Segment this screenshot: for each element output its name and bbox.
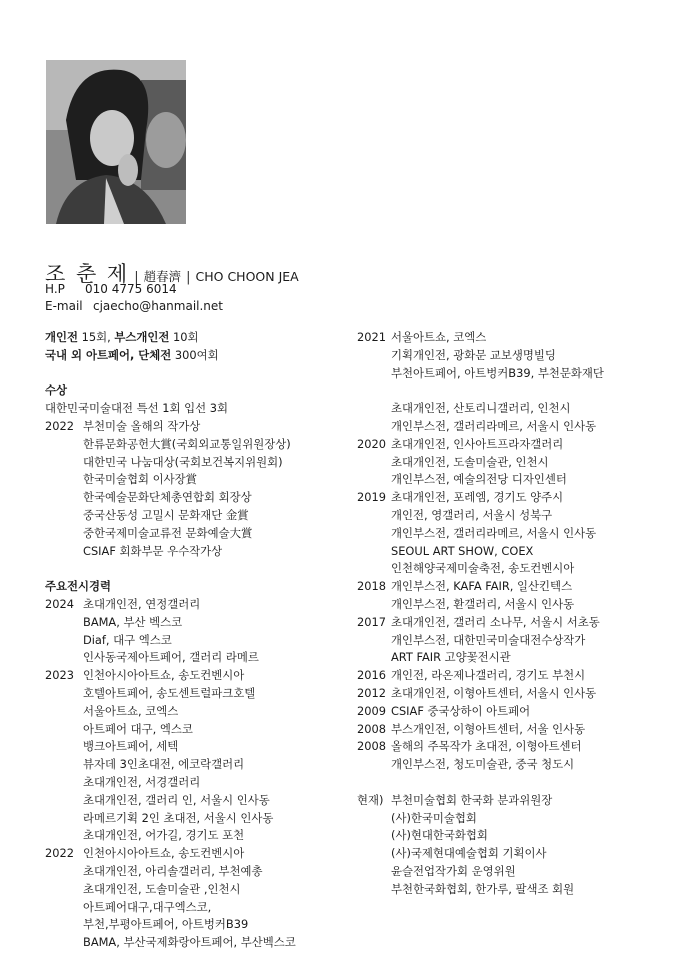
- list-item: 2012 초대개인전, 이형아트센터, 서울시 인사동: [357, 685, 657, 703]
- awards-heading: 수상: [45, 383, 68, 398]
- list-item: 인천해양국제미술축전, 송도컨벤시아: [391, 561, 575, 576]
- list-item: 뷰자데 3인초대전, 에코락갤러리: [83, 757, 245, 772]
- list-item: 개인부스전, 갤러리라메르, 서울시 인사동: [391, 525, 597, 540]
- email-value[interactable]: cjaecho@hanmail.net: [93, 299, 223, 313]
- year-label: 2023: [45, 668, 74, 683]
- list-item: 부천,부평아트페어, 아트벙커B39: [83, 917, 249, 932]
- list-item: 초대개인전, 서경갤러리: [83, 774, 201, 789]
- left-column: [45, 329, 345, 952]
- list-item: 개인부스전, 갤러리라메르, 서울시 인사동: [391, 418, 597, 433]
- list-item: 초대개인전, 산토리니갤러리, 인천시: [391, 401, 571, 416]
- list-item: (사)국제현대예술협회 기획이사: [391, 846, 547, 861]
- list-item: 2023 인천아시아아트쇼, 송도컨벤시아: [45, 667, 345, 685]
- list-item: 한국미술협회 이사장賞: [83, 472, 198, 487]
- list-item: ART FAIR 고양꽃전시관: [391, 650, 511, 665]
- list-item: 중국산동성 고밀시 문화재단 金賞: [83, 507, 249, 522]
- year-label: 2018: [357, 579, 386, 594]
- list-item: 2019 초대개인전, 포레엠, 경기도 양주시: [357, 489, 657, 507]
- list-item: 윤슬전업작가회 운영위원: [391, 863, 516, 878]
- list-item: SEOUL ART SHOW, COEX: [391, 543, 534, 558]
- list-item: 아트페어 대구, 엑스코: [83, 721, 193, 736]
- list-item: 중한국제미술교류전 문화예술大賞: [83, 525, 253, 540]
- list-item: 초대개인전, 도솔미술관 ,인천시: [83, 881, 241, 896]
- booth-exhibition-count: 10회: [169, 330, 199, 344]
- solo-exhibition-label: 개인전: [45, 330, 79, 344]
- list-item: (사)한국미술협회: [391, 810, 477, 825]
- year-label: 2008: [357, 721, 386, 736]
- group-exhibition-count: 300여회: [171, 347, 219, 362]
- phone-value: 010 4775 6014: [85, 282, 177, 296]
- list-item: CSIAF 회화부문 우수작가상: [83, 543, 223, 558]
- year-label: 2017: [357, 614, 386, 629]
- group-exhibition-label: 국내 외 아트페어, 단체전: [45, 347, 172, 362]
- list-item: 2022 부천미술 올해의 작가상: [45, 418, 345, 436]
- divider: |: [134, 270, 139, 285]
- list-item: 개인부스전, 환갤러리, 서울시 인사동: [391, 596, 575, 611]
- year-label: 2008: [357, 739, 386, 754]
- phone-line: [45, 282, 177, 296]
- solo-exhibition-count: 15회,: [78, 330, 115, 344]
- list-item: 2021 서울아트쇼, 코엑스: [357, 329, 657, 347]
- list-item: 2008 부스개인전, 이형아트센터, 서울 인사동: [357, 721, 657, 739]
- list-item: 초대개인전, 도솔미술관, 인천시: [391, 454, 549, 469]
- summary-line-1: [45, 329, 345, 347]
- name-hanja: 趙春濟: [143, 269, 182, 284]
- list-item: 2009 CSIAF 중국상하이 아트페어: [357, 703, 657, 721]
- list-item: 호텔아트페어, 송도센트럴파크호텔: [83, 685, 256, 700]
- list-item: 2024 초대개인전, 연정갤러리: [45, 596, 345, 614]
- artist-photo: [46, 60, 186, 224]
- list-item: 2020 초대개인전, 인사아트프라자갤러리: [357, 436, 657, 454]
- list-item: 서울아트쇼, 코엑스: [83, 703, 179, 718]
- year-label: 2009: [357, 703, 386, 718]
- right-column: [357, 329, 657, 899]
- summary-line-2: [45, 347, 345, 365]
- list-item: BAMA, 부산국제화랑아트페어, 부산벡스코: [83, 935, 296, 950]
- phone-label: H.P: [45, 282, 65, 296]
- list-item: (사)현대한국화협회: [391, 828, 488, 843]
- list-item: 개인부스전, 예술의전당 디자인센터: [391, 472, 567, 487]
- year-label: 2022: [45, 418, 74, 433]
- year-label: 2016: [357, 668, 386, 683]
- list-item: 아트페어대구,대구엑스코,: [83, 899, 212, 914]
- email-label: E-mail: [45, 299, 83, 313]
- list-item: 인사동국제아트페어, 갤러리 라메르: [83, 650, 259, 665]
- year-label: 2021: [357, 330, 386, 344]
- list-item: 기획개인전, 광화문 교보생명빌딩: [391, 347, 556, 362]
- list-item: 한류문화공헌大賞(국회외교통일위원장상): [83, 436, 291, 451]
- current-label: 현재): [357, 792, 384, 807]
- divider: |: [186, 270, 191, 285]
- list-item: 2018 개인부스전, KAFA FAIR, 일산킨텍스: [357, 578, 657, 596]
- list-item: 부천아트페어, 아트벙커B39, 부천문화재단: [391, 365, 604, 380]
- name-korean: 조 춘 제: [45, 262, 130, 286]
- list-item: 2017 초대개인전, 갤러리 소나무, 서울시 서초동: [357, 614, 657, 632]
- email-line: [45, 299, 223, 313]
- awards-intro: 대한민국미술대전 특선 1회 입선 3회: [45, 401, 229, 416]
- year-label: 2020: [357, 436, 386, 451]
- year-label: 2012: [357, 685, 386, 700]
- exhibitions-heading: 주요전시경력: [45, 579, 112, 594]
- list-item: 현재) 부천미술협회 한국화 분과위원장: [357, 792, 657, 810]
- year-label: 2024: [45, 596, 74, 611]
- list-item: 초대개인전, 어가길, 경기도 포천: [83, 828, 245, 843]
- year-label: 2019: [357, 490, 386, 505]
- list-item: 초대개인전, 아리솔갤러리, 부천예총: [83, 863, 263, 878]
- list-item: 개인부스전, 청도미술관, 중국 청도시: [391, 757, 575, 772]
- list-item: 라메르기획 2인 초대전, 서울시 인사동: [83, 810, 274, 825]
- name-english: CHO CHOON JEA: [195, 269, 299, 284]
- list-item: 2022 인천아시아아트쇼, 송도컨벤시아: [45, 845, 345, 863]
- list-item: 개인전, 영갤러리, 서울시 성북구: [391, 507, 553, 522]
- list-item: 뱅크아트페어, 세텍: [83, 739, 179, 754]
- list-item: 개인부스전, 대한민국미술대전수상작가: [391, 632, 586, 647]
- list-item: BAMA, 부산 벡스코: [83, 614, 183, 629]
- year-label: 2022: [45, 846, 74, 861]
- list-item: 2016 개인전, 라온제나갤러리, 경기도 부천시: [357, 667, 657, 685]
- list-item: 한국예술문화단체총연합회 회장상: [83, 490, 252, 505]
- list-item: 2008 올해의 주목작가 초대전, 이형아트센터: [357, 738, 657, 756]
- list-item: 부천한국화협회, 한가루, 팔색조 회원: [391, 881, 575, 896]
- list-item: Diaf, 대구 엑스코: [83, 632, 172, 647]
- list-item: 대한민국 나눔대상(국회보건복지위원회): [83, 454, 283, 469]
- list-item: 초대개인전, 갤러리 인, 서울시 인사동: [83, 792, 270, 807]
- booth-exhibition-label: 부스개인전: [114, 330, 170, 344]
